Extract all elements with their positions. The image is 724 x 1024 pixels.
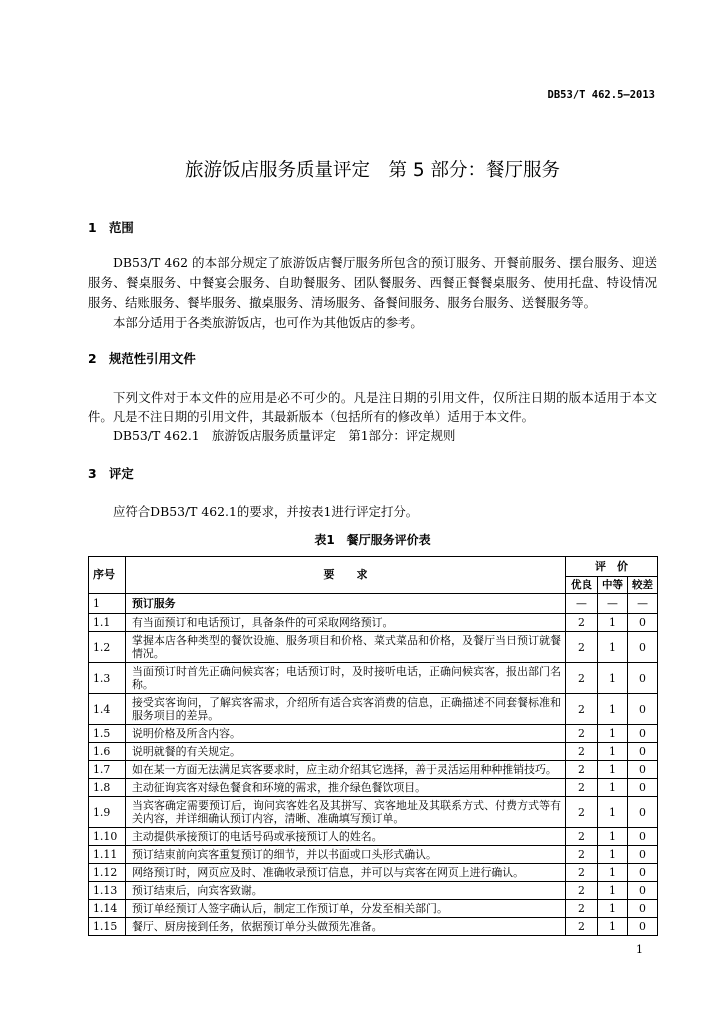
paragraph-line: DB53/T 462 的本部分规定了旅游饭店餐厅服务所包含的预订服务、开餐前服务、摆台服务、迎送 [113,255,657,270]
score-poor: 0 [628,632,658,663]
score-medium: 1 [598,864,628,882]
requirement-text: 网络预订时，网页应及时、准确收录预订信息，并可以与宾客在网页上进行确认。 [132,866,525,879]
requirement-text: 有当面预订和电话预订，具备条件的可采取网络预订。 [132,616,394,629]
row-number: 1.11 [89,846,126,864]
requirement-text: 当宾客确定需要预订后，询问宾客姓名及其拼写、宾客地址及其联系方式、付费方式等有 [132,799,561,812]
score-good: — [566,594,598,614]
requirement-text: 服务项目的差异。 [132,709,220,722]
score-poor: 0 [628,779,658,797]
paragraph-line: 应符合DB53/T 462.1的要求，并按表1进行评定打分。 [113,504,419,519]
evaluation-paragraph [88,502,657,522]
requirement-text: 当面预订时首先正确问候宾客；电话预订时，及时接听电话，正确问候宾客，报出部门名 [132,665,561,678]
requirement-cell [126,725,566,743]
score-good: 2 [566,864,598,882]
row-number: 1.9 [89,797,126,828]
score-medium: — [598,594,628,614]
requirement-cell [126,663,566,694]
requirement-text: 预订结束后，向宾客致谢。 [132,884,263,897]
score-good: 2 [566,900,598,918]
requirement-cell [126,761,566,779]
score-good: 2 [566,632,598,663]
requirement-cell [126,846,566,864]
row-number: 1.2 [89,632,126,663]
score-medium: 1 [598,761,628,779]
score-good: 2 [566,614,598,632]
row-number: 1.3 [89,663,126,694]
evaluation-table [88,556,658,936]
table-row [89,797,658,828]
requirement-cell [126,743,566,761]
page-number: 1 [636,943,643,956]
section-heading-scope: 1 范围 [88,220,134,235]
score-poor: 0 [628,614,658,632]
score-good: 2 [566,725,598,743]
row-number: 1 [89,594,126,614]
score-good: 2 [566,761,598,779]
requirement-text: 主动提供承接预订的电话号码或承接预订人的姓名。 [132,830,383,843]
requirement-text: 说明就餐的有关规定。 [132,745,241,758]
row-number: 1.5 [89,725,126,743]
score-poor: 0 [628,743,658,761]
score-good: 2 [566,779,598,797]
score-poor: — [628,594,658,614]
row-number: 1.8 [89,779,126,797]
document-id: DB53/T 462.5—2013 [547,89,655,101]
score-poor: 0 [628,918,658,936]
score-good: 2 [566,882,598,900]
score-good: 2 [566,918,598,936]
score-medium: 1 [598,779,628,797]
paragraph-line: 件。凡是不注日期的引用文件，其最新版本（包括所有的修改单）适用于本文件。 [88,409,535,424]
requirement-cell [126,882,566,900]
score-good: 2 [566,846,598,864]
score-poor: 0 [628,828,658,846]
table-row [89,743,658,761]
paragraph-line: 服务、结账服务、餐毕服务、撤桌服务、清场服务、备餐间服务、服务台服务、送餐服务等。 [88,295,597,310]
score-good: 2 [566,663,598,694]
table-body [89,594,658,936]
requirement-text: 主动征询宾客对绿色餐食和环境的需求，推介绿色餐饮项目。 [132,781,427,794]
requirement-text: 说明价格及所含内容。 [132,727,241,740]
requirement-cell [126,614,566,632]
table-row [89,900,658,918]
paragraph-line: 服务、餐桌服务、中餐宴会服务、自助餐服务、团队餐服务、西餐正餐餐桌服务、使用托盘、特设情况 [88,275,657,290]
score-medium: 1 [598,882,628,900]
normative-paragraph [88,388,657,445]
page-title: 旅游饭店服务质量评定 第 5 部分：餐厅服务 [184,160,561,181]
header-requirement: 要 求 [126,557,566,594]
table-row [89,725,658,743]
row-number: 1.10 [89,828,126,846]
table-caption: 表1 餐厅服务评价表 [314,533,431,547]
header-poor: 较差 [628,577,658,594]
table-row [89,864,658,882]
row-number: 1.14 [89,900,126,918]
score-good: 2 [566,694,598,725]
requirement-cell [126,779,566,797]
requirement-text: 关内容，并详细确认预订内容，清晰、准确填写预订单。 [132,812,405,825]
table-row [89,761,658,779]
table-row [89,663,658,694]
score-poor: 0 [628,864,658,882]
table-row [89,779,658,797]
requirement-cell [126,594,566,614]
score-medium: 1 [598,632,628,663]
table-row [89,828,658,846]
table-row [89,632,658,663]
header-good: 优良 [566,577,598,594]
header-medium: 中等 [598,577,628,594]
requirement-cell [126,797,566,828]
requirement-text: 预订结束前向宾客重复预订的细节，并以书面或口头形式确认。 [132,848,437,861]
row-number: 1.1 [89,614,126,632]
row-number: 1.6 [89,743,126,761]
requirement-cell [126,828,566,846]
score-medium: 1 [598,663,628,694]
row-number: 1.12 [89,864,126,882]
score-medium: 1 [598,846,628,864]
score-poor: 0 [628,694,658,725]
requirement-text: 掌握本店各种类型的餐饮设施、服务项目和价格、菜式菜品和价格，及餐厅当日预订就餐 [132,634,561,647]
score-medium: 1 [598,900,628,918]
table-row [89,846,658,864]
score-poor: 0 [628,846,658,864]
table-header-row [89,557,658,577]
section-heading-normative-references: 2 规范性引用文件 [88,351,196,366]
score-poor: 0 [628,882,658,900]
requirement-cell [126,694,566,725]
table-row [89,882,658,900]
row-number: 1.15 [89,918,126,936]
score-poor: 0 [628,761,658,779]
requirement-text: 预订服务 [132,597,176,610]
requirement-cell [126,864,566,882]
requirement-text: 情况。 [132,647,165,660]
score-medium: 1 [598,828,628,846]
score-poor: 0 [628,797,658,828]
requirement-text: 接受宾客询问，了解宾客需求，介绍所有适合宾客消费的信息，正确描述不同套餐标准和 [132,696,561,709]
requirement-cell [126,918,566,936]
table-row [89,694,658,725]
score-good: 2 [566,797,598,828]
requirement-text: 如在某一方面无法满足宾客要求时，应主动介绍其它选择，善于灵活运用种种推销技巧。 [132,763,557,776]
header-evaluation: 评 价 [566,557,658,577]
section-heading-evaluation: 3 评定 [88,466,134,481]
score-medium: 1 [598,918,628,936]
row-number: 1.4 [89,694,126,725]
reference-entry: DB53/T 462.1 旅游饭店服务质量评定 第1部分：评定规则 [113,428,456,443]
table-row [89,594,658,614]
requirement-text: 称。 [132,678,154,691]
score-poor: 0 [628,725,658,743]
header-number: 序号 [89,557,126,594]
score-poor: 0 [628,900,658,918]
row-number: 1.7 [89,761,126,779]
score-poor: 0 [628,663,658,694]
score-medium: 1 [598,614,628,632]
score-medium: 1 [598,797,628,828]
row-number: 1.13 [89,882,126,900]
table-row [89,918,658,936]
requirement-cell [126,632,566,663]
requirement-text: 预订单经预订人签字确认后，制定工作预订单，分发至相关部门。 [132,902,448,915]
table-row [89,614,658,632]
score-medium: 1 [598,694,628,725]
paragraph-line: 本部分适用于各类旅游饭店，也可作为其他饭店的参考。 [113,315,423,330]
requirement-cell [126,900,566,918]
score-good: 2 [566,828,598,846]
score-medium: 1 [598,743,628,761]
score-good: 2 [566,743,598,761]
scope-paragraph [88,253,657,333]
paragraph-line: 下列文件对于本文件的应用是必不可少的。凡是注日期的引用文件，仅所注日期的版本适用于本文 [113,390,657,405]
requirement-text: 餐厅、厨房接到任务，依据预订单分头做预先准备。 [132,920,383,933]
score-medium: 1 [598,725,628,743]
